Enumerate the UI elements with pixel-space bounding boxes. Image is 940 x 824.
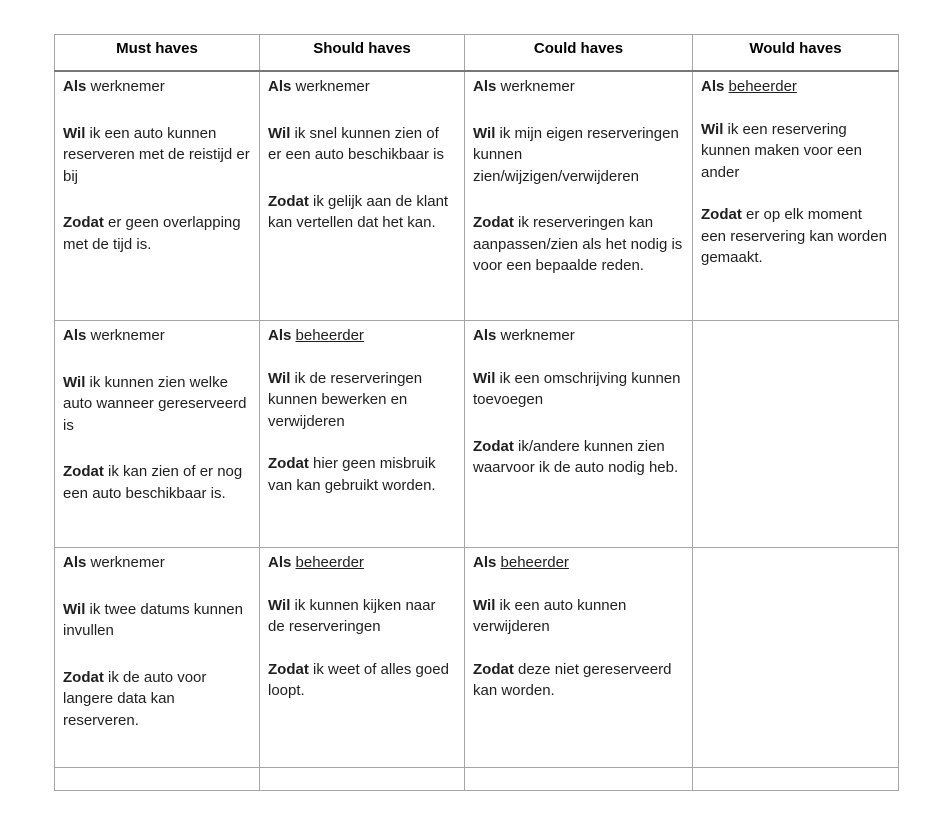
story-role: beheerder bbox=[728, 78, 797, 95]
keyword-wil: Wil bbox=[473, 369, 496, 387]
story-role-line bbox=[63, 76, 251, 98]
empty-cell bbox=[693, 321, 899, 548]
moscow-table bbox=[54, 34, 899, 791]
keyword-zodat: Zodat bbox=[268, 660, 309, 678]
story-want-line bbox=[268, 595, 456, 638]
story-reason-line bbox=[473, 212, 684, 277]
empty-cell bbox=[465, 768, 693, 791]
empty-cell bbox=[260, 768, 465, 791]
keyword-zodat: Zodat bbox=[701, 206, 742, 223]
header-could-haves: Could haves bbox=[465, 35, 693, 72]
story-want: ik de reserveringen kunnen bewerken en verwijderen bbox=[268, 369, 423, 430]
story-cell bbox=[55, 548, 260, 768]
table-row-empty bbox=[55, 768, 899, 791]
story-role-line bbox=[268, 76, 456, 98]
story-role-line bbox=[63, 325, 251, 347]
story-role: beheerder bbox=[295, 554, 364, 571]
story-want-line bbox=[473, 595, 684, 638]
keyword-wil: Wil bbox=[473, 124, 496, 142]
empty-cell bbox=[55, 768, 260, 791]
story-role-line bbox=[268, 552, 456, 574]
story-role: werknemer bbox=[90, 554, 165, 571]
story-reason: ik de auto voor langere data kan reserveren. bbox=[63, 668, 207, 729]
story-cell bbox=[260, 321, 465, 548]
story-role-line bbox=[473, 76, 684, 98]
story-role-line bbox=[701, 76, 890, 98]
story-reason-line bbox=[63, 667, 251, 732]
story-reason-line bbox=[268, 453, 456, 496]
story-want-line bbox=[268, 368, 456, 433]
story-want: ik twee datums kunnen invullen bbox=[63, 600, 243, 639]
story-role-line bbox=[473, 325, 684, 347]
story-role: werknemer bbox=[90, 327, 165, 344]
table-row bbox=[55, 548, 899, 768]
empty-cell bbox=[693, 548, 899, 768]
story-reason: ik kan zien of er nog een auto beschikbaar is. bbox=[63, 463, 243, 502]
story-role: werknemer bbox=[500, 327, 575, 344]
keyword-zodat: Zodat bbox=[473, 437, 514, 455]
story-want: ik een reservering kunnen maken voor een ander bbox=[701, 120, 862, 181]
story-want-line bbox=[701, 119, 890, 184]
keyword-als: Als bbox=[473, 78, 497, 95]
keyword-zodat: Zodat bbox=[268, 192, 309, 210]
story-want: ik kunnen kijken naar de reserveringen bbox=[268, 596, 436, 635]
story-reason-line bbox=[63, 212, 251, 255]
story-want: ik mijn eigen reserveringen kunnen zien/wijzigen/verwijderen bbox=[473, 124, 679, 185]
story-reason: ik gelijk aan de klant kan vertellen dat het kan. bbox=[268, 192, 449, 231]
keyword-zodat: Zodat bbox=[63, 463, 104, 480]
keyword-wil: Wil bbox=[701, 120, 724, 138]
story-want-line bbox=[63, 599, 251, 642]
story-role: beheerder bbox=[500, 554, 569, 571]
keyword-als: Als bbox=[268, 327, 292, 344]
story-cell bbox=[260, 71, 465, 321]
story-reason: er geen overlapping met de tijd is. bbox=[63, 214, 241, 253]
keyword-als: Als bbox=[63, 554, 87, 571]
story-want-line bbox=[473, 368, 684, 411]
keyword-als: Als bbox=[63, 78, 87, 95]
table-row bbox=[55, 71, 899, 321]
story-role: werknemer bbox=[90, 78, 165, 95]
story-want-line bbox=[473, 123, 684, 188]
story-cell bbox=[465, 548, 693, 768]
story-reason: ik/andere kunnen zien waarvoor ik de auto nodig heb. bbox=[473, 437, 679, 476]
story-reason: deze niet gereserveerd kan worden. bbox=[473, 660, 672, 699]
story-reason-line bbox=[473, 436, 684, 479]
header-should-haves: Should haves bbox=[260, 35, 465, 72]
header-must-haves: Must haves bbox=[55, 35, 260, 72]
keyword-wil: Wil bbox=[268, 124, 291, 142]
keyword-wil: Wil bbox=[473, 596, 496, 614]
header-row bbox=[55, 35, 899, 72]
story-reason: ik reserveringen kan aanpassen/zien als het nodig is voor een bepaalde reden. bbox=[473, 214, 683, 274]
story-want-line bbox=[63, 123, 251, 188]
keyword-zodat: Zodat bbox=[268, 455, 309, 472]
story-cell bbox=[55, 71, 260, 321]
story-reason: ik weet of alles goed loopt. bbox=[268, 660, 449, 699]
story-want: ik kunnen zien welke auto wanneer gereserveerd is bbox=[63, 373, 247, 434]
story-want: ik een auto kunnen reserveren met de reistijd er bij bbox=[63, 124, 250, 185]
story-want: ik een omschrijving kunnen toevoegen bbox=[473, 369, 681, 408]
keyword-als: Als bbox=[473, 554, 497, 571]
story-reason-line bbox=[701, 204, 890, 269]
keyword-wil: Wil bbox=[63, 600, 86, 618]
story-role-line bbox=[473, 552, 684, 574]
keyword-wil: Wil bbox=[63, 373, 86, 391]
story-cell bbox=[465, 71, 693, 321]
story-want: ik snel kunnen zien of er een auto beschikbaar is bbox=[268, 124, 444, 163]
story-role-line bbox=[268, 325, 456, 347]
story-reason: er op elk moment een reservering kan worden gemaakt. bbox=[701, 206, 887, 266]
keyword-zodat: Zodat bbox=[63, 668, 104, 686]
keyword-als: Als bbox=[63, 327, 87, 344]
keyword-wil: Wil bbox=[268, 596, 291, 614]
story-role-line bbox=[63, 552, 251, 574]
story-role: werknemer bbox=[295, 78, 370, 95]
story-cell bbox=[260, 548, 465, 768]
story-reason-line bbox=[63, 461, 251, 504]
story-role: werknemer bbox=[500, 78, 575, 95]
keyword-wil: Wil bbox=[63, 124, 86, 142]
story-want-line bbox=[268, 123, 456, 166]
story-role: beheerder bbox=[295, 327, 364, 344]
keyword-zodat: Zodat bbox=[473, 214, 514, 231]
keyword-als: Als bbox=[473, 327, 497, 344]
story-want: ik een auto kunnen verwijderen bbox=[473, 596, 627, 635]
keyword-zodat: Zodat bbox=[473, 660, 514, 678]
story-cell bbox=[55, 321, 260, 548]
keyword-als: Als bbox=[701, 78, 725, 95]
story-reason-line bbox=[268, 659, 456, 702]
empty-cell bbox=[693, 768, 899, 791]
story-want-line bbox=[63, 372, 251, 437]
story-reason: hier geen misbruik van kan gebruikt worden. bbox=[268, 455, 436, 494]
story-cell bbox=[465, 321, 693, 548]
keyword-als: Als bbox=[268, 78, 292, 95]
header-would-haves: Would haves bbox=[693, 35, 899, 72]
keyword-als: Als bbox=[268, 554, 292, 571]
story-reason-line bbox=[473, 659, 684, 702]
story-reason-line bbox=[268, 191, 456, 234]
story-cell bbox=[693, 71, 899, 321]
keyword-wil: Wil bbox=[268, 369, 291, 387]
keyword-zodat: Zodat bbox=[63, 214, 104, 231]
table-row bbox=[55, 321, 899, 548]
